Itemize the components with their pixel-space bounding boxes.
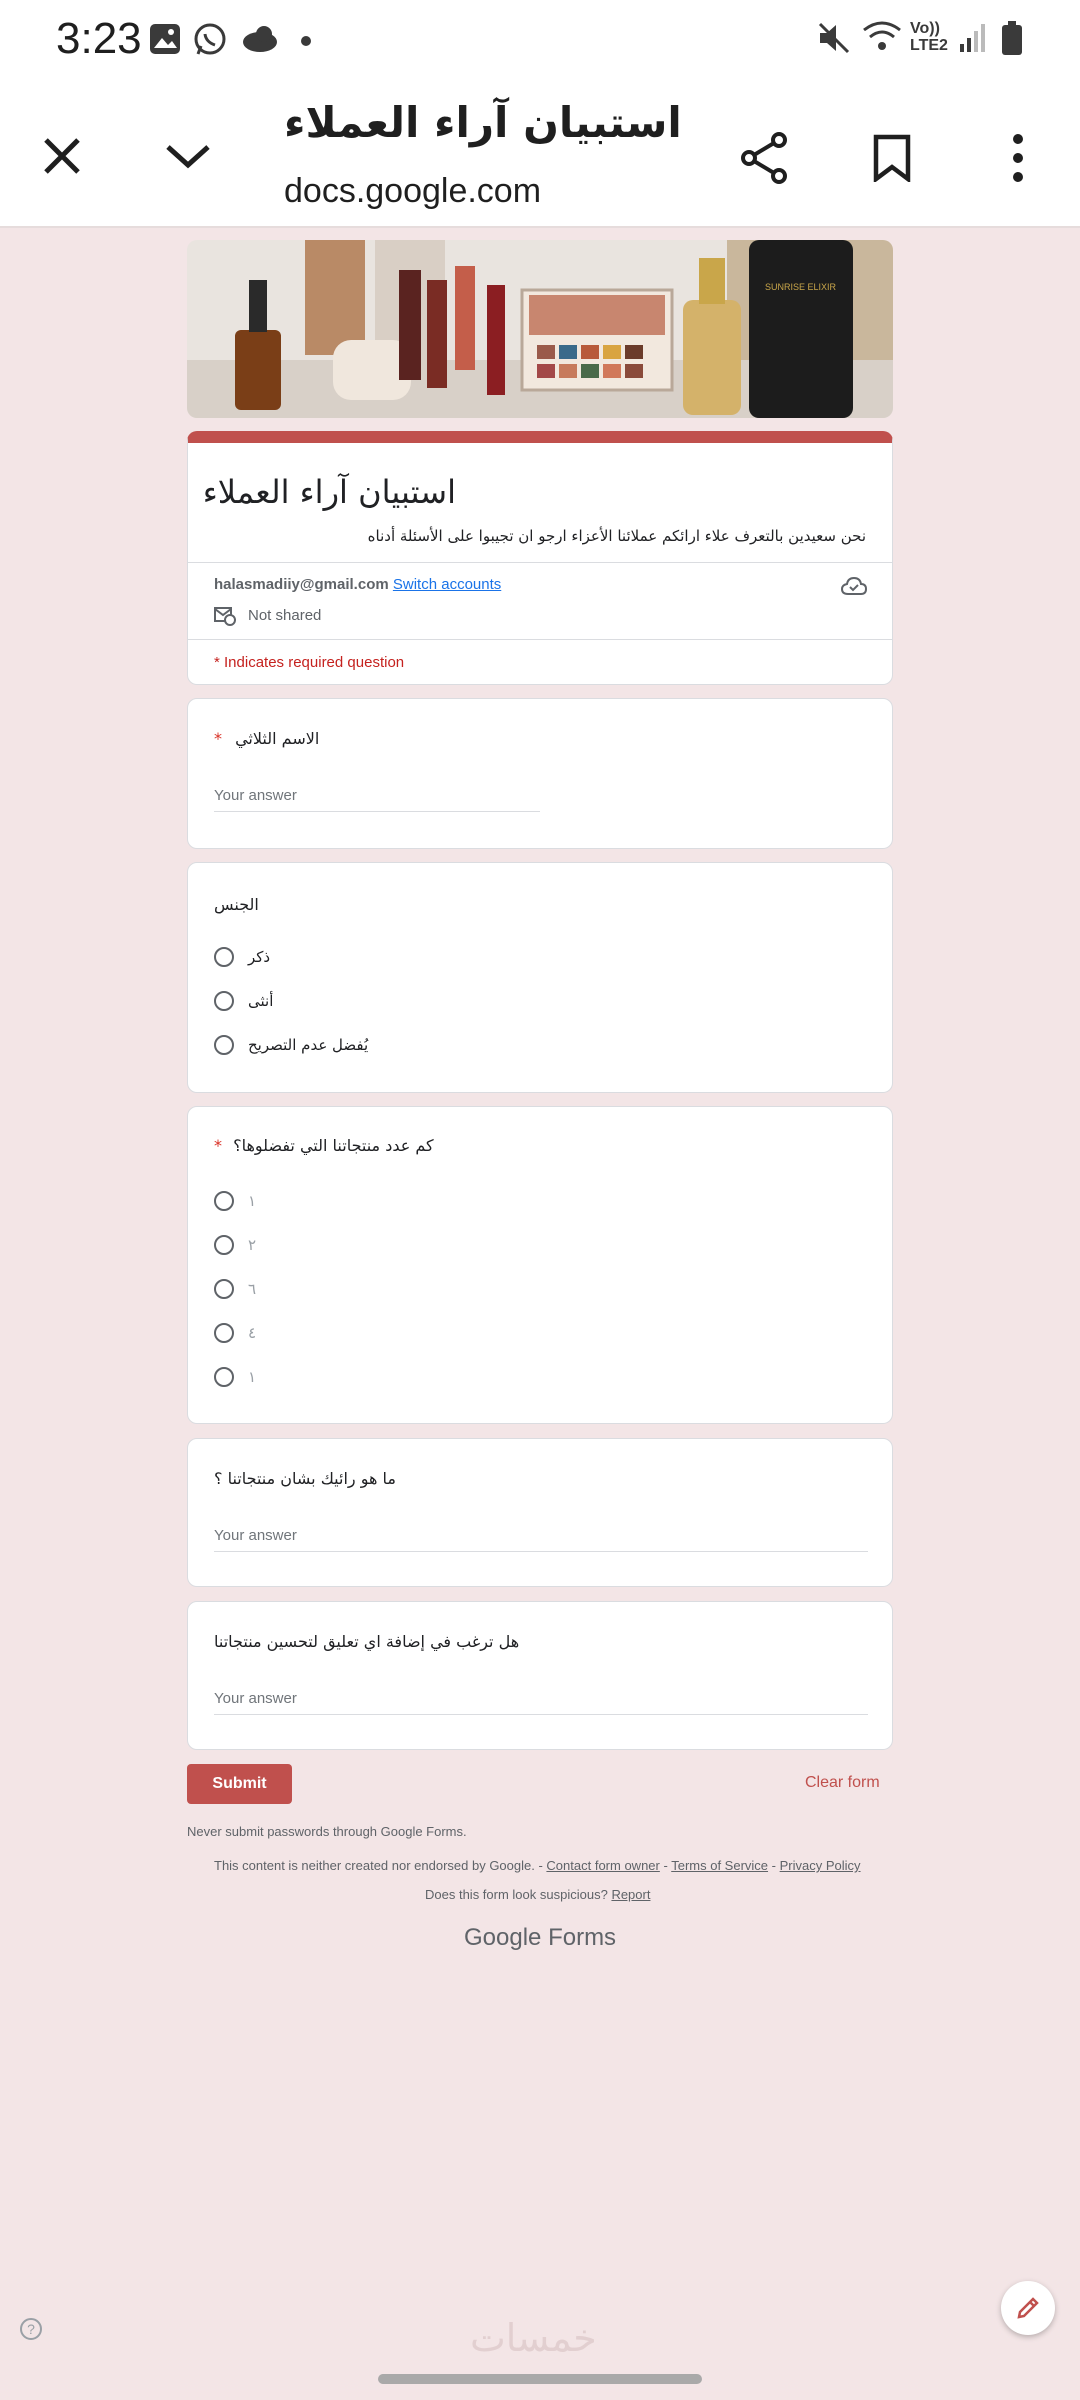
edit-fab[interactable] [1001,2281,1055,2335]
watermark: خمسات [470,2316,597,2360]
clear-form-button[interactable]: Clear form [805,1774,880,1791]
separator: - [771,1858,776,1873]
chevron-down-icon[interactable] [160,120,216,192]
option-label: ٢ [248,1236,257,1254]
mute-icon [816,20,852,61]
more-vert-icon[interactable] [990,122,1046,194]
contact-owner-link[interactable]: Contact form owner [546,1858,660,1873]
radio-option[interactable] [214,987,273,1015]
status-bar [0,0,1080,80]
logo-google: Google [464,1924,542,1951]
option-label: ٦ [248,1280,257,1298]
required-star: * [214,729,222,748]
svg-text:SUNRISE ELIXIR: SUNRISE ELIXIR [765,282,837,292]
answer-input[interactable]: Your answer [214,1690,297,1707]
radio-option[interactable] [214,1031,368,1059]
radio-button[interactable] [214,947,234,967]
question-text: الاسم الثلاثي [235,729,320,748]
whatsapp-icon [192,22,228,63]
option-label: أنثى [248,992,274,1010]
question-card-count [187,1106,893,1424]
status-time: 3:23 [56,14,142,63]
page-title: استبيان آراء العملاء [284,98,682,147]
not-shared-text: Not shared [248,607,322,624]
radio-option[interactable] [214,1319,256,1347]
help-icon[interactable]: ? [20,2318,42,2340]
page-url[interactable]: docs.google.com [284,172,542,210]
suspicious-row [425,1887,650,1902]
option-label: يُفضل عدم التصريح [248,1036,369,1054]
radio-option[interactable] [214,1231,256,1259]
browser-toolbar [0,80,1080,228]
form-header-card [187,431,893,685]
report-link[interactable]: Report [611,1887,651,1902]
share-icon[interactable] [736,122,792,194]
home-indicator[interactable] [378,2374,702,2384]
form-banner-image [187,240,893,418]
logo-forms: Forms [548,1924,617,1951]
account-email: halasmadiiy@gmail.com [214,576,389,593]
radio-button[interactable] [214,1235,234,1255]
radio-option[interactable] [214,943,270,971]
dot-icon [300,34,312,52]
question-label [214,1136,434,1155]
option-label: ذكر [248,948,271,966]
radio-option[interactable] [214,1275,256,1303]
option-label: ١ [248,1368,257,1386]
radio-button[interactable] [214,1191,234,1211]
question-text: ما هو رائيك بشان منتجاتنا ؟ [214,1469,396,1488]
header-divider [188,562,892,563]
form-description: نحن سعيدين بالتعرف علاء ارائكم عملائنا الأعزاء ارجو ان تجيبوا على الأسئلة أدناه [367,527,866,545]
gallery-icon [148,22,182,61]
terms-link[interactable]: Terms of Service [671,1858,769,1873]
answer-underline [214,1714,868,1715]
close-icon[interactable] [34,120,90,192]
separator: - [663,1858,668,1873]
option-label: ٤ [248,1324,257,1342]
question-card-comment [187,1601,893,1750]
password-warning: Never submit passwords through Google Forms. [187,1824,467,1839]
google-forms-logo[interactable] [464,1924,616,1952]
header-divider-2 [188,639,892,640]
option-label: ١ [248,1192,257,1210]
battery-icon [1000,20,1024,61]
wifi-icon [862,18,902,59]
bookmark-icon[interactable] [864,122,920,194]
weather-icon [240,22,280,61]
switch-accounts-link[interactable]: Switch accounts [392,576,502,593]
required-star: * [214,1136,222,1155]
required-note: * Indicates required question [214,654,405,671]
cloud-saved-icon [841,575,867,602]
radio-button[interactable] [214,1323,234,1343]
radio-button[interactable] [214,1035,234,1055]
question-card-gender [187,862,893,1093]
suspicious-text: Does this form look suspicious? [425,1887,608,1902]
signal-icon [958,20,988,59]
answer-underline [214,811,540,812]
privacy-link[interactable]: Privacy Policy [779,1858,861,1873]
question-text: الجنس [214,895,259,914]
radio-option[interactable] [214,1187,256,1215]
radio-button[interactable] [214,1367,234,1387]
not-shared-icon [214,606,236,631]
radio-button[interactable] [214,991,234,1011]
network-label: Vo)) LTE2 [910,20,948,54]
pencil-icon [1015,2295,1041,2321]
answer-input[interactable]: Your answer [214,1527,297,1544]
account-row [214,576,501,593]
question-text: كم عدد منتجاتنا التي تفضلوها؟ [233,1136,434,1155]
radio-button[interactable] [214,1279,234,1299]
footer-disclaimer [214,1858,861,1873]
question-label [214,729,319,748]
question-text: هل ترغب في إضافة اي تعليق لتحسين منتجاتنا [214,1632,520,1651]
disclaimer-text: This content is neither created nor endorsed by Google. - [214,1858,543,1873]
question-card-name [187,698,893,849]
form-title: استبيان آراء العملاء [202,473,456,511]
answer-input[interactable]: Your answer [214,787,297,804]
answer-underline [214,1551,868,1552]
submit-button[interactable]: Submit [187,1764,292,1804]
question-card-opinion [187,1438,893,1587]
radio-option[interactable] [214,1363,256,1391]
